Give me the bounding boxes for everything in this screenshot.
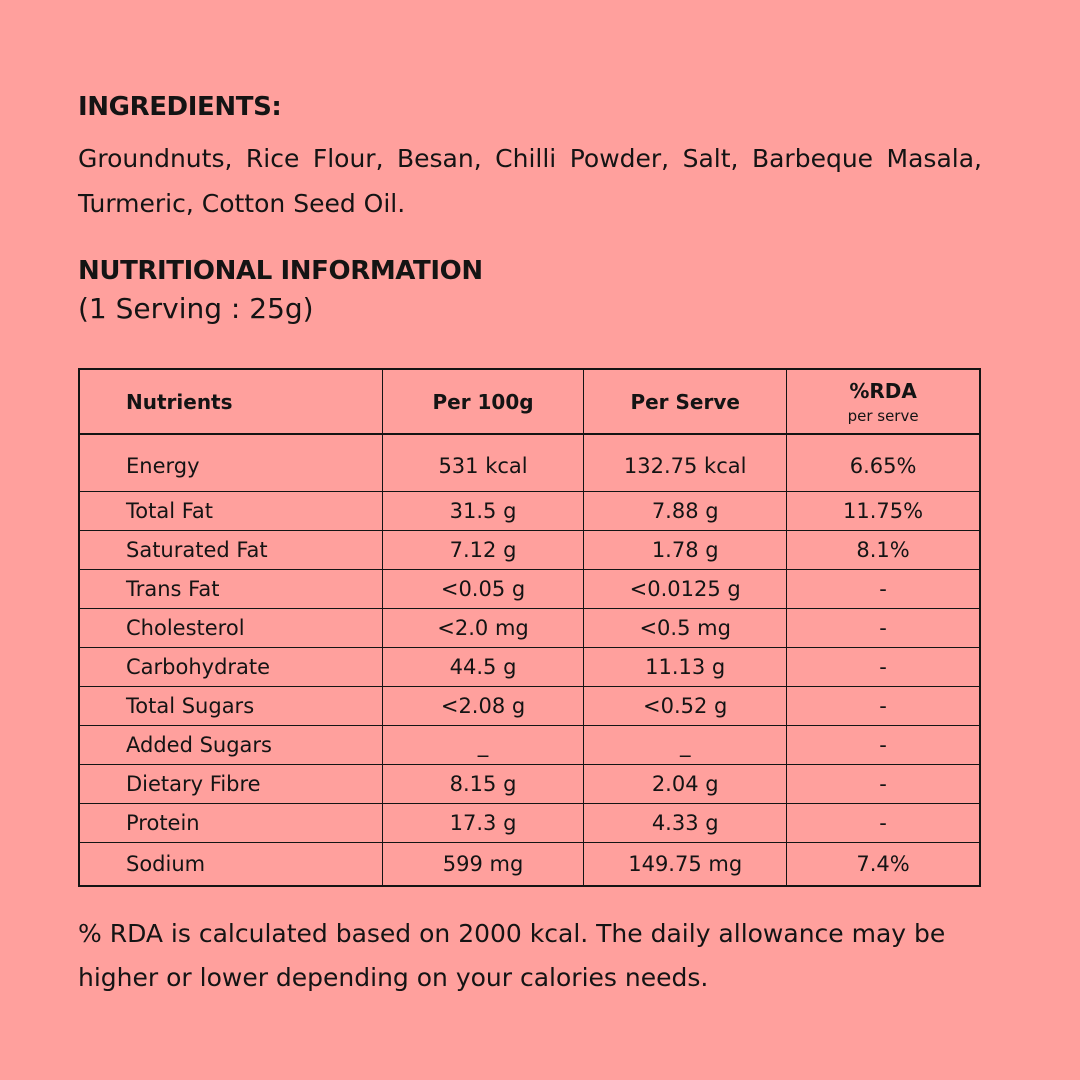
- rda-cell: -: [787, 570, 980, 609]
- per-serve-cell: 2.04 g: [584, 765, 787, 804]
- header-rda: [787, 369, 980, 434]
- per-100g-cell: 44.5 g: [382, 648, 583, 687]
- per-serve-cell: 4.33 g: [584, 804, 787, 843]
- rda-cell: 11.75%: [787, 492, 980, 531]
- per-100g-cell: 8.15 g: [382, 765, 583, 804]
- nutrient-name-cell: Protein: [79, 804, 382, 843]
- rda-cell: -: [787, 804, 980, 843]
- header-per-100g: Per 100g: [382, 369, 583, 434]
- rda-cell: -: [787, 648, 980, 687]
- per-100g-cell: <2.08 g: [382, 687, 583, 726]
- table-row: [79, 687, 980, 726]
- table-row: [79, 726, 980, 765]
- rda-footnote: % RDA is calculated based on 2000 kcal. The daily allowance may be higher or lower depending on your calories needs.: [78, 919, 946, 992]
- per-100g-cell: <0.05 g: [382, 570, 583, 609]
- header-per-serve: Per Serve: [584, 369, 787, 434]
- per-100g-cell: 31.5 g: [382, 492, 583, 531]
- per-serve-cell: 1.78 g: [584, 531, 787, 570]
- rda-cell: -: [787, 687, 980, 726]
- table-row: [79, 648, 980, 687]
- nutrition-table-header: [79, 369, 980, 434]
- per-100g-cell: 531 kcal: [382, 434, 583, 492]
- header-rda-label: %RDA: [849, 378, 917, 403]
- nutrition-table-body: [79, 434, 980, 886]
- nutrient-name-cell: Energy: [79, 434, 382, 492]
- nutrient-name-cell: Sodium: [79, 843, 382, 887]
- per-serve-cell: _: [584, 726, 787, 765]
- nutrient-name-cell: Trans Fat: [79, 570, 382, 609]
- ingredients-text: Groundnuts, Rice Flour, Besan, Chilli Powder, Salt, Barbeque Masala, Turmeric, Cotton Seed Oil.: [78, 144, 982, 218]
- header-rda-sublabel: per serve: [847, 406, 919, 425]
- rda-cell: -: [787, 609, 980, 648]
- per-serve-cell: 7.88 g: [584, 492, 787, 531]
- ingredients-heading: INGREDIENTS:: [78, 92, 282, 122]
- per-serve-cell: <0.5 mg: [584, 609, 787, 648]
- nutrient-name-cell: Added Sugars: [79, 726, 382, 765]
- nutrient-name-cell: Carbohydrate: [79, 648, 382, 687]
- rda-cell: 8.1%: [787, 531, 980, 570]
- serving-size: (1 Serving : 25g): [78, 292, 314, 325]
- rda-cell: 7.4%: [787, 843, 980, 887]
- table-row: [79, 492, 980, 531]
- per-100g-cell: <2.0 mg: [382, 609, 583, 648]
- table-row: [79, 570, 980, 609]
- table-row: [79, 531, 980, 570]
- rda-cell: -: [787, 726, 980, 765]
- nutrition-heading: NUTRITIONAL INFORMATION: [78, 256, 483, 286]
- per-100g-cell: 17.3 g: [382, 804, 583, 843]
- per-serve-cell: <0.0125 g: [584, 570, 787, 609]
- per-100g-cell: _: [382, 726, 583, 765]
- header-row: [79, 369, 980, 434]
- per-serve-cell: 11.13 g: [584, 648, 787, 687]
- per-serve-cell: <0.52 g: [584, 687, 787, 726]
- nutrient-name-cell: Cholesterol: [79, 609, 382, 648]
- per-serve-cell: 149.75 mg: [584, 843, 787, 887]
- nutrient-name-cell: Saturated Fat: [79, 531, 382, 570]
- table-row: [79, 434, 980, 492]
- nutrient-name-cell: Dietary Fibre: [79, 765, 382, 804]
- nutrient-name-cell: Total Fat: [79, 492, 382, 531]
- table-row: [79, 609, 980, 648]
- per-serve-cell: 132.75 kcal: [584, 434, 787, 492]
- rda-cell: -: [787, 765, 980, 804]
- per-100g-cell: 599 mg: [382, 843, 583, 887]
- nutrition-table: [78, 368, 981, 887]
- nutrient-name-cell: Total Sugars: [79, 687, 382, 726]
- header-nutrients: Nutrients: [79, 369, 382, 434]
- table-row: [79, 804, 980, 843]
- per-100g-cell: 7.12 g: [382, 531, 583, 570]
- table-row: [79, 843, 980, 887]
- table-row: [79, 765, 980, 804]
- rda-cell: 6.65%: [787, 434, 980, 492]
